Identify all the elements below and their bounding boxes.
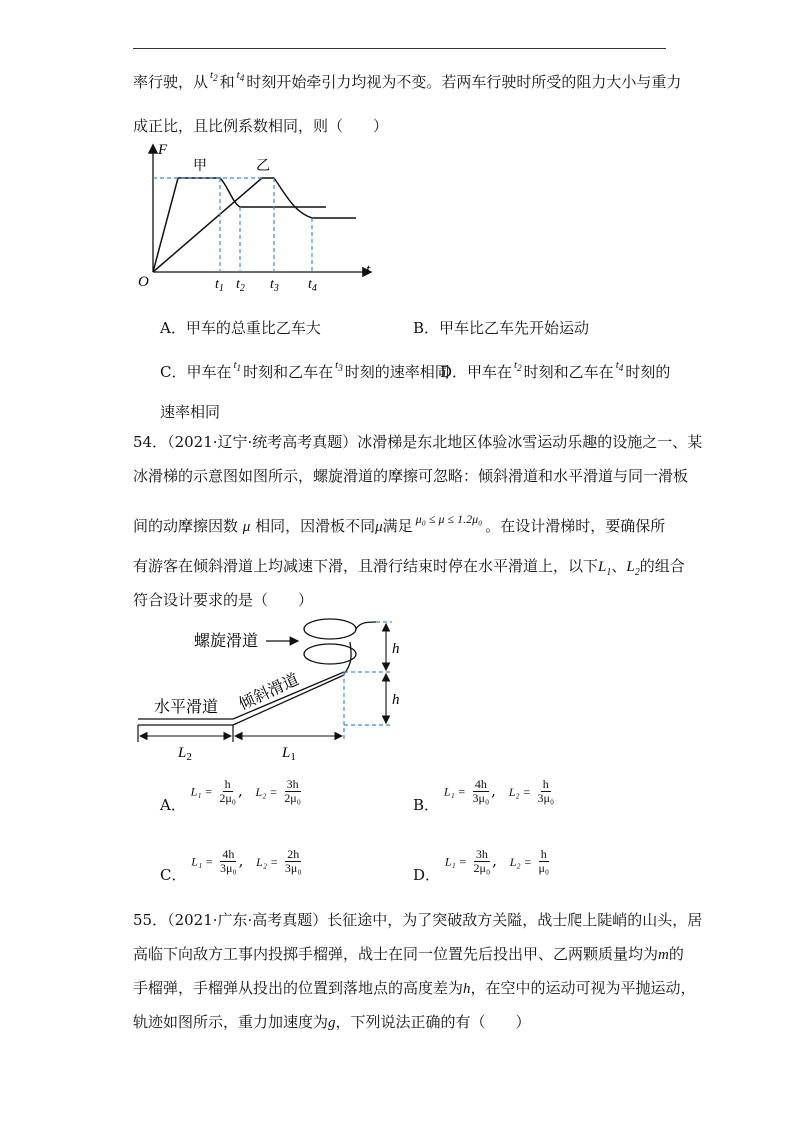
- q53-option-c: C．甲车在 $^{t_1}$ 时刻和乙车在 $^{t_3}$ 时刻的速率相同: [160, 359, 450, 381]
- q54-option-b: B． L₁ = $\frac{4h}{\text{3μ₀}}$ , L₂ = $\frac{h}{\text{3μ₀}}$: [413, 777, 555, 814]
- q54-line2: 冰滑梯的示意图如图所示，螺旋滑道的摩擦可忽略：倾斜滑道和水平滑道与同一滑板: [133, 467, 689, 485]
- force-time-graph: [138, 140, 378, 295]
- x-axis-label: t: [366, 262, 371, 278]
- label-yi: 乙: [256, 158, 270, 174]
- tick-t2: $t_2$: [236, 277, 245, 294]
- q55-line3: 手榴弹，手榴弹从投出的位置到落地点的高度差为h，在空中的运动可视为平抛运动，: [133, 979, 696, 997]
- q55-line1: 55．（2021·广东·高考真题）长征途中，为了突破敌方关隘，战士爬上陡峭的山头，居: [133, 911, 703, 929]
- q54-line5: 符合设计要求的是（ ）: [133, 591, 314, 609]
- q55-line4: 轨迹如图所示，重力加速度为g，下列说法正确的有（ ）: [133, 1013, 531, 1031]
- q53-option-a: A．甲车的总重比乙车大: [160, 319, 321, 337]
- h-bottom-label: h: [392, 692, 400, 708]
- q53-line1: 率行驶，从 $^{t_2}$ 和 $^{t_4}$ 时刻开始牵引力均视为不变。若两车行驶时所受的阻力大小与重力: [133, 69, 682, 91]
- q54-line3: 间的动摩擦因数 μ 相同，因滑板不同μ满足 $^{\mu_0 \le \mu \le 1.2\mu_0}$ 。在设计滑梯时，要确保所: [133, 512, 666, 535]
- q53-option-d-cont: 速率相同: [160, 403, 221, 421]
- header-rule: [133, 48, 666, 49]
- q54-option-a: A． L₁ = $\frac{h}{\text{2μ₀}}$ , L₂ = $\frac{3h}{\text{2μ₀}}$: [160, 777, 301, 814]
- spiral-loop-bottom: [304, 644, 356, 664]
- q55-line2: 高临下向敌方工事内投掷手榴弹，战士在同一位置先后投出甲、乙两颗质量均为m的: [133, 945, 684, 963]
- spiral-label: 螺旋滑道: [194, 631, 259, 650]
- spiral-loop-top: [304, 619, 356, 639]
- L2-label: $L_2$: [178, 745, 192, 762]
- tick-t3: $t_3$: [270, 277, 279, 294]
- t2-symbol: t2: [210, 69, 218, 84]
- ice-slide-figure: [130, 612, 420, 762]
- y-axis-label: F: [158, 142, 168, 158]
- t4-symbol: t4: [236, 69, 245, 84]
- q54-line1: 54．（2021·辽宁·统考高考真题）冰滑梯是东北地区体验冰雪运动乐趣的设施之一、某: [133, 433, 703, 451]
- tick-t1: $t_1$: [215, 277, 224, 294]
- origin-label: O: [138, 274, 149, 290]
- h-top-label: h: [392, 641, 400, 657]
- tick-t4: $t_4$: [308, 277, 317, 294]
- horizontal-label: 水平滑道: [154, 697, 219, 716]
- curve-yi: [153, 178, 356, 272]
- q53-line2: 成正比，且比例系数相同，则（ ）: [133, 117, 389, 135]
- L1-label: $L_1$: [282, 745, 296, 762]
- q54-line4: 有游客在倾斜滑道上均减速下滑，且滑行结束时停在水平滑道上，以下$L_1$、$L_2$的组合: [133, 557, 685, 578]
- q53-option-d: D．甲车在 $^{t_2}$ 时刻和乙车在 $^{t_4}$ 时刻的: [440, 359, 671, 381]
- q54-option-d: D． L₁ = $\frac{3h}{\text{2μ₀}}$ , L₂ = $\frac{h}{\text{μ₀}}$: [413, 847, 550, 884]
- label-jia: 甲: [193, 158, 207, 174]
- q54-option-c: C． L₁ = $\frac{4h}{\text{3μ₀}}$ , L₂ = $\frac{2h}{\text{3μ₀}}$: [160, 847, 302, 884]
- incline-label: 倾斜滑道: [235, 669, 302, 714]
- q53-option-b: B．甲车比乙车先开始运动: [413, 319, 590, 337]
- mu-condition: μ₀ ≤ μ ≤ 1.2μ₀: [415, 512, 483, 526]
